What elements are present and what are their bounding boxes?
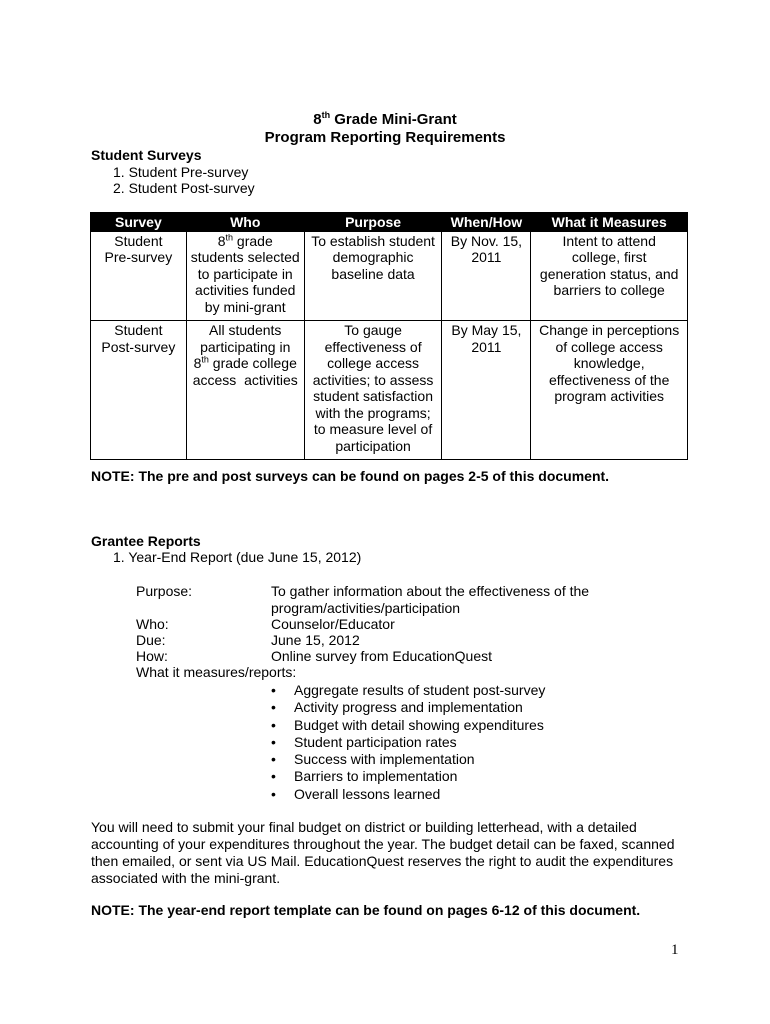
student-surveys-item-2: 2. Student Post-survey <box>113 180 255 196</box>
title-line1: Grade Mini-Grant <box>330 111 457 128</box>
list-item: • Barriers to implementation <box>271 768 545 785</box>
cell-line: 2011 <box>471 338 502 355</box>
ordinal-number: 8 <box>217 232 226 249</box>
cell-line: college, first <box>571 249 647 265</box>
cell-line: To gauge <box>344 322 402 338</box>
note-template-location: NOTE: The year-end report template can be found on pages 6-12 of this document. <box>91 902 641 918</box>
header-when-how: When/How <box>442 213 531 232</box>
student-surveys-heading: Student Surveys <box>91 147 202 163</box>
cell-measures <box>531 321 688 460</box>
cell-line: knowledge, <box>573 355 645 371</box>
page-title <box>0 111 770 129</box>
ordinal-number: 8 <box>193 355 202 371</box>
cell-line: college access <box>327 355 419 371</box>
note-surveys-location: NOTE: The pre and post surveys can be found on pages 2-5 of this document. <box>91 468 610 484</box>
cell-line: access activities <box>192 371 298 388</box>
measures-label: What it measures/reports: <box>136 664 297 680</box>
grantee-item-1: 1. Year-End Report (due June 15, 2012) <box>113 549 362 565</box>
due-value: June 15, 2012 <box>271 632 360 648</box>
cell-line: student satisfaction <box>313 388 433 404</box>
list-item: • Overall lessons learned <box>271 786 545 803</box>
ordinal-word: grade <box>233 232 273 249</box>
cell-line: Student <box>114 322 163 338</box>
cell-line <box>190 355 301 372</box>
cell-purpose <box>304 231 442 321</box>
due-label: Due: <box>136 632 166 648</box>
how-value: Online survey from EducationQuest <box>271 648 492 664</box>
purpose-value-1: To gather information about the effectiveness of the <box>271 583 590 599</box>
cell-when-how <box>442 231 531 321</box>
cell-line: To establish student <box>311 232 435 249</box>
cell-line: participating in <box>200 338 291 355</box>
survey-table <box>90 212 688 460</box>
cell-line: Intent to attend <box>562 232 656 249</box>
paragraph-line: You will need to submit your final budget on district or building letterhead, with a detailed <box>91 819 637 835</box>
title-grade-number: 8 <box>313 111 322 128</box>
paragraph-line: then emailed, or sent via US Mail. EducationQuest reserves the right to audit the expenditures <box>91 853 674 869</box>
table-row <box>91 231 688 321</box>
list-item: • Activity progress and implementation <box>271 699 545 716</box>
cell-line <box>190 233 301 250</box>
cell-line: Student <box>114 232 163 249</box>
cell-line: 2011 <box>471 249 502 265</box>
cell-line: By Nov. 15, <box>450 232 523 249</box>
title-grade-sup: th <box>321 110 331 120</box>
list-item: • Budget with detail showing expenditures <box>271 717 545 734</box>
cell-line: effectiveness of <box>324 338 422 355</box>
cell-survey <box>91 321 187 460</box>
cell-line: Post-survey <box>101 338 176 355</box>
ordinal-sup: th <box>225 231 234 242</box>
header-survey: Survey <box>91 213 187 232</box>
paragraph-line: accounting of your expenditures throughout the year. The budget detail can be faxed, scanned <box>91 836 675 852</box>
header-who: Who <box>186 213 304 232</box>
cell-line: participation <box>335 437 411 454</box>
purpose-label: Purpose: <box>136 583 193 599</box>
cell-line: program activities <box>554 388 665 404</box>
budget-paragraph <box>91 819 691 887</box>
cell-line: effectiveness of the <box>548 371 670 388</box>
cell-who <box>186 321 304 460</box>
grantee-reports-heading: Grantee Reports <box>91 533 201 549</box>
student-surveys-item-1: 1. Student Pre-survey <box>113 164 249 180</box>
paragraph-line: associated with the mini-grant. <box>91 870 281 886</box>
cell-line: By May 15, <box>451 322 522 338</box>
cell-line: activities; to assess <box>312 371 434 388</box>
cell-line: to participate in <box>197 265 293 282</box>
ordinal-sup: th <box>201 354 209 365</box>
cell-when-how <box>442 321 531 460</box>
list-item: • Student participation rates <box>271 734 545 751</box>
how-label: How: <box>136 648 168 664</box>
cell-line: to measure level of <box>313 421 433 437</box>
cell-line: with the programs; <box>315 404 431 421</box>
header-purpose: Purpose <box>304 213 442 232</box>
page-number: 1 <box>671 942 679 958</box>
purpose-value-2: program/activities/participation <box>271 600 461 616</box>
measures-bullet-list <box>271 682 545 803</box>
cell-line: baseline data <box>331 265 415 282</box>
cell-line: Change in perceptions <box>539 322 680 338</box>
cell-survey <box>91 231 187 321</box>
ordinal-word: grade college <box>208 355 297 371</box>
cell-measures <box>531 231 688 321</box>
table-row <box>91 321 688 460</box>
list-item: • Success with implementation <box>271 751 545 768</box>
cell-line: All students <box>209 322 282 338</box>
cell-line: generation status, and <box>539 265 679 282</box>
header-what-it-measures: What it Measures <box>531 213 688 232</box>
table-header-row <box>91 213 688 232</box>
cell-line: Pre-survey <box>104 249 173 265</box>
cell-line: demographic <box>332 249 414 265</box>
cell-line: activities funded <box>195 282 296 298</box>
cell-line: barriers to college <box>553 282 665 298</box>
cell-line: of college access <box>555 338 663 355</box>
cell-line: students selected <box>190 249 300 265</box>
cell-who <box>186 231 304 321</box>
cell-purpose <box>304 321 442 460</box>
who-label: Who: <box>136 616 169 632</box>
cell-line: by mini-grant <box>204 298 286 315</box>
page-subtitle: Program Reporting Requirements <box>264 129 506 146</box>
who-value: Counselor/Educator <box>271 616 395 632</box>
list-item: • Aggregate results of student post-survey <box>271 682 545 699</box>
